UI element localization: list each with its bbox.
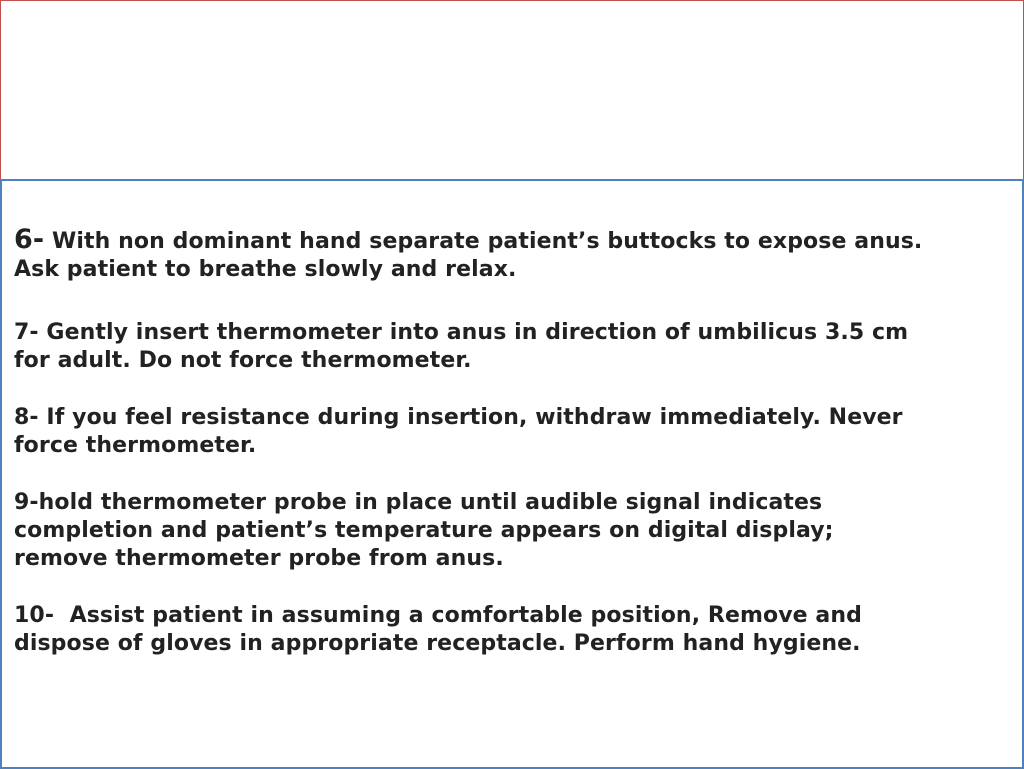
procedure-steps-list	[14, 226, 1004, 687]
step-7-text-1: Gently insert thermometer into anus in direction of umbilicus 3.5 cm	[46, 320, 909, 345]
step-6-line-1	[14, 224, 1004, 256]
step-10-text-1: Assist patient in assuming a comfortable position, Remove and	[69, 603, 862, 628]
step-8	[14, 404, 1004, 460]
step-9-text-3: remove thermometer probe from anus.	[14, 546, 504, 571]
step-6-number: 6-	[14, 224, 45, 255]
slide-title-placeholder	[0, 0, 1024, 180]
step-6-text-1: With non dominant hand separate patient’s buttocks to expose anus.	[51, 229, 923, 254]
step-8-number: 8-	[14, 405, 39, 430]
step-10	[14, 602, 1004, 658]
step-10-line-1	[14, 602, 1004, 630]
step-10-text-2: dispose of gloves in appropriate receptacle. Perform hand hygiene.	[14, 631, 861, 656]
step-8-line-1	[14, 404, 1004, 432]
step-6	[14, 226, 1004, 284]
step-7-number: 7-	[14, 320, 39, 345]
step-9-text-2: completion and patient’s temperature appears on digital display;	[14, 518, 834, 543]
step-7	[14, 319, 1004, 375]
step-8-text-2: force thermometer.	[14, 433, 257, 458]
step-9-text-1: hold thermometer probe in place until audible signal indicates	[38, 490, 823, 515]
step-6-text-2: Ask patient to breathe slowly and relax.	[14, 257, 517, 282]
step-8-text-1: If you feel resistance during insertion, withdraw immediately. Never	[46, 405, 903, 430]
step-7-line-1	[14, 319, 1004, 347]
step-10-number: 10-	[14, 603, 55, 628]
step-9-line-1	[14, 489, 1004, 517]
slide-content-area	[0, 179, 1024, 769]
step-9	[14, 489, 1004, 573]
step-7-text-2: for adult. Do not force thermometer.	[14, 348, 472, 373]
step-9-number: 9-	[14, 490, 39, 515]
